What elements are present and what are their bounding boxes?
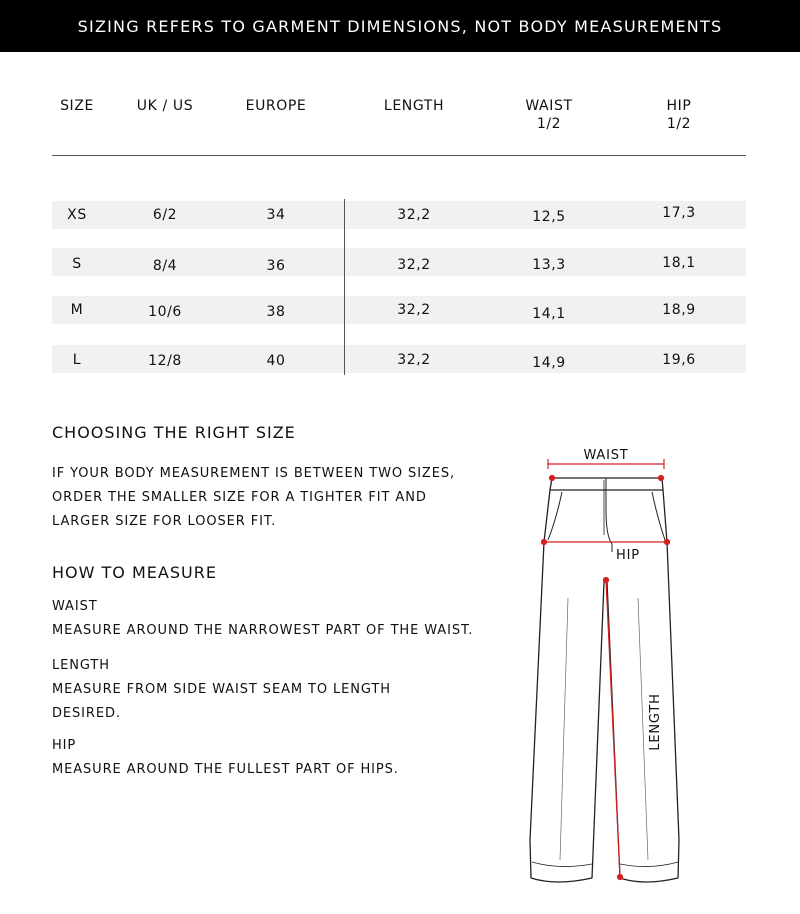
measure-waist: WAIST MEASURE AROUND THE NARROWEST PART OF THE WAIST. — [52, 595, 473, 643]
cell-size: L — [72, 352, 82, 368]
cell-hip: 18,1 — [662, 255, 696, 271]
cell-length: 32,2 — [397, 352, 431, 368]
cell-length: 32,2 — [397, 257, 431, 273]
banner-text: SIZING REFERS TO GARMENT DIMENSIONS, NOT BODY MEASUREMENTS — [77, 16, 723, 36]
length-point-bottom — [617, 874, 622, 879]
cell-size: M — [70, 302, 84, 318]
hem-left — [532, 862, 592, 867]
header-divider — [52, 155, 746, 156]
cell-europe: 36 — [266, 258, 286, 274]
hip-point-right — [664, 539, 669, 544]
column-divider — [344, 199, 345, 375]
cell-size: XS — [67, 207, 87, 223]
cell-uk-us: 10/6 — [148, 304, 182, 320]
length-measure-line — [606, 580, 620, 877]
cell-europe: 38 — [266, 304, 286, 320]
header-length: LENGTH — [383, 98, 445, 114]
top-banner — [0, 0, 800, 52]
cell-uk-us: 12/8 — [148, 353, 182, 369]
waist-label: WAIST — [583, 448, 629, 463]
cell-length: 32,2 — [397, 207, 431, 223]
choosing-text: IF YOUR BODY MEASUREMENT IS BETWEEN TWO SIZES, ORDER THE SMALLER SIZE FOR A TIGHTER FIT AND LARGER SIZE FOR LOOSER FIT. — [52, 466, 456, 529]
hip-point-left — [541, 539, 546, 544]
length-label: LENGTH — [648, 693, 663, 751]
hip-label: HIP — [616, 548, 640, 563]
measure-label: HIP — [52, 738, 77, 753]
cell-uk-us: 8/4 — [152, 258, 178, 274]
cell-uk-us: 6/2 — [152, 207, 178, 223]
measure-length: LENGTH MEASURE FROM SIDE WAIST SEAM TO LENGTH DESIRED. — [52, 654, 391, 726]
measure-hip: HIP MEASURE AROUND THE FULLEST PART OF HIPS. — [52, 734, 399, 782]
cell-europe: 34 — [266, 207, 286, 223]
trousers-outline — [530, 490, 679, 882]
cell-waist: 14,1 — [532, 306, 566, 322]
pocket-left — [548, 492, 562, 540]
cell-length: 32,2 — [397, 302, 431, 318]
cell-waist: 12,5 — [532, 209, 566, 225]
header-uk-us: UK / US — [136, 98, 194, 114]
cell-waist: 13,3 — [532, 257, 566, 273]
header-size: SIZE — [60, 98, 94, 114]
cell-hip: 18,9 — [662, 302, 696, 318]
cell-europe: 40 — [266, 353, 286, 369]
header-europe: EUROPE — [245, 98, 307, 114]
waist-point-left — [549, 475, 554, 480]
cell-size: S — [72, 256, 82, 272]
crease-right — [638, 598, 648, 860]
fly-seam — [606, 478, 612, 552]
measure-label: LENGTH — [52, 658, 110, 673]
crease-left — [560, 598, 568, 860]
cell-waist: 14,9 — [532, 355, 566, 371]
choosing-title: CHOOSING THE RIGHT SIZE — [52, 423, 296, 442]
waist-point-right — [658, 475, 663, 480]
how-to-measure-title: HOW TO MEASURE — [52, 563, 217, 582]
pocket-right — [652, 492, 665, 540]
length-point-top — [603, 577, 608, 582]
header-hip: HIP 1/2 — [666, 98, 692, 132]
measure-label: WAIST — [52, 599, 98, 614]
trousers-diagram — [526, 440, 686, 900]
cell-hip: 19,6 — [662, 352, 696, 368]
hem-right — [620, 862, 678, 867]
header-waist: WAIST 1/2 — [525, 98, 573, 132]
cell-hip: 17,3 — [662, 205, 696, 221]
